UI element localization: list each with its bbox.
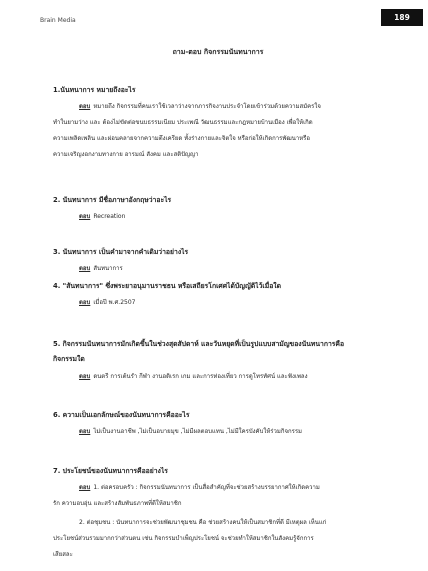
answer-4: ตอบ เมื่อปี พ.ศ.2507 (79, 299, 136, 306)
page-number-badge: 189 (381, 9, 423, 26)
answer-7-line-2: รัก ความอบอุ่น และสร้างสัมพันธภาพที่ดีให้สมาชิก (53, 500, 182, 507)
answer-label: ตอบ (79, 299, 91, 306)
answer-label: ตอบ (79, 213, 91, 220)
answer-7-line-4: ประโยชน์ส่วนรวมมากกว่าส่วนตน เช่น กิจกรรมบำเพ็ญประโยชน์ จะช่วยทำให้สมาชิกในสังคมรู้จักการ (53, 535, 314, 542)
question-3: 3. นันทนาการ เป็นคำมาจากคำเดิมว่าอย่างไร (53, 248, 189, 256)
answer-1-line-2: ทำในยามว่าง และ ต้องไม่ขัดต่อขนบธรรมเนียม ประเพณี วัฒนธรรมและกฎหมายบ้านเมือง เพื่อให้เกิด (53, 119, 313, 126)
answer-1-line-1: ตอบ หมายถึง กิจกรรมที่คนเราใช้เวลาว่างจากภารกิจงานประจำโดยเข้าร่วมด้วยความสมัครใจ (79, 103, 321, 110)
answer-label: ตอบ (79, 103, 91, 110)
question-4: 4. "สันทนาการ" ซึ่งพระยาอนุมานราชธน หรือเสถียรโกเศศได้บัญญัติไว้เมื่อใด (53, 282, 282, 290)
question-7: 7. ประโยชน์ของนันทนาการคืออย่างไร (53, 467, 168, 475)
question-6: 6. ความเป็นเอกลักษณ์ของนันทนาการคืออะไร (53, 411, 190, 419)
answer-1-line-4: ความเจริญงอกงามทางกาย อารมณ์ สังคม และสติปัญญา (53, 151, 199, 158)
answer-label: ตอบ (79, 428, 91, 435)
question-5-line-1: 5. กิจกรรมนันทนาการมักเกิดขึ้นในช่วงสุดสัปดาห์ และวันหยุดที่เป็นรูปแบบสามัญของนันทนาการคือ (53, 340, 345, 348)
question-2: 2. นันทนาการ มีชื่อภาษาอังกฤษว่าอะไร (53, 196, 172, 204)
answer-1-line-3: ความเพลิดเพลิน และผ่อนคลายจากความตึงเครียด ทั้งร่างกายและจิตใจ หรือก่อให้เกิดการพัฒนาหรือ (53, 135, 310, 142)
page-title: ถาม-ตอบ กิจกรรมนันทนาการ (172, 48, 264, 56)
answer-label: ตอบ (79, 373, 91, 380)
answer-5: ตอบ ดนตรี การเต้นรำ กีฬา งานอดิเรก เกม และการท่องเที่ยว การดูโทรทัศน์ และฟังเพลง (79, 373, 308, 380)
question-5-line-2: กิจกรรมใด (53, 355, 85, 363)
answer-7-line-3: 2. ต่อชุมชน : นันทนาการจะช่วยพัฒนาชุมชน คือ ช่วยสร้างคนให้เป็นสมาชิกที่ดี มีเหตุผล เห็นแก่ (79, 519, 327, 526)
answer-label: ตอบ (79, 265, 91, 272)
header-brand: Brain Media (40, 17, 76, 24)
answer-6: ตอบ ไม่เป็นงานอาชีพ ,ไม่เป็นอบายมุข ,ไม่มีผลตอบแทน ,ไม่มีใครบังคับให้ร่วมกิจกรรม (79, 428, 302, 435)
answer-3: ตอบ สันทนาการ (79, 265, 123, 272)
answer-label: ตอบ (79, 484, 91, 491)
question-1: 1.นันทนาการ หมายถึงอะไร (53, 86, 136, 94)
answer-7-line-1: ตอบ 1. ต่อครอบครัว : กิจกรรมนันทนาการ เป็นสื่อสำคัญที่จะช่วยสร้างบรรยากาศให้เกิดความ (79, 484, 320, 491)
answer-2: ตอบ Recreation (79, 213, 126, 220)
answer-7-line-5: เสียสละ (53, 551, 73, 558)
